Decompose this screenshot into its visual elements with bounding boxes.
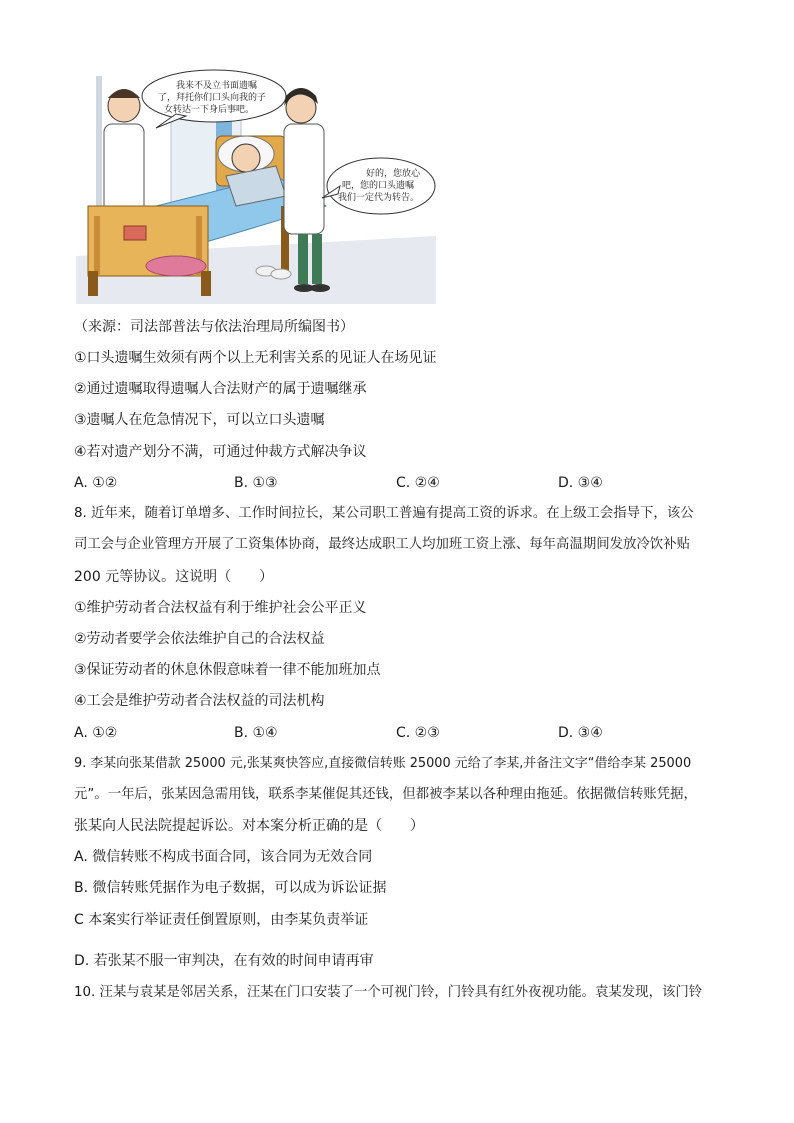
- q7-item-1: ①口头遗嘱生效须有两个以上无利害关系的见证人在场见证: [74, 350, 437, 366]
- q8-option-c: C. ②③: [396, 725, 440, 741]
- q9-choice-d: D. 若张某不服一审判决，在有效的时间申请再审: [74, 953, 374, 969]
- q8-item-1: ①维护劳动者合法权益有利于维护社会公平正义: [74, 600, 367, 616]
- q7-item-2: ②通过遗嘱取得遗嘱人合法财产的属于遗嘱继承: [74, 381, 367, 397]
- hospital-illustration: [76, 66, 436, 304]
- bubble-right-line3: 我们一定代为转告。: [338, 193, 420, 203]
- bubble-left-line2: 了，拜托你们口头向我的子: [158, 93, 267, 103]
- q7-option-d: D. ③④: [558, 475, 603, 491]
- q9-choice-a: A. 微信转账不构成书面合同，该合同为无效合同: [74, 849, 373, 865]
- q7-option-a: A. ①②: [74, 475, 118, 491]
- slipper: [271, 269, 291, 279]
- q7-option-c: C. ②④: [396, 475, 440, 491]
- q7-item-4: ④若对遗产划分不满，可通过仲裁方式解决争议: [74, 444, 367, 460]
- bubble-left-line1: 我来不及立书面遗嘱: [176, 81, 258, 91]
- bubble-right-line1: 好的，您放心: [366, 169, 421, 179]
- q7-option-b: B. ①③: [234, 475, 278, 491]
- q8-option-a: A. ①②: [74, 725, 118, 741]
- q8-option-d: D. ③④: [558, 725, 603, 741]
- q8-item-3: ③保证劳动者的休息休假意味着一律不能加班加点: [74, 662, 381, 678]
- bubble-left-line3: 女转达一下身后事吧。: [164, 105, 255, 115]
- q8-stem-line2: 司工会与企业管理方开展了工资集体协商，最终达成职工人均加班工资上涨、每年高温期间发放冷饮补贴: [74, 537, 690, 552]
- q9-stem-line2: 元”。一年后，张某因急需用钱，联系李某催促其还钱，但都被李某以各种理由拖延。依据微信转账凭据，: [74, 787, 697, 802]
- q8-item-4: ④工会是维护劳动者合法权益的司法机构: [74, 693, 325, 709]
- q8-item-2: ②劳动者要学会依法维护自己的合法权益: [74, 631, 325, 647]
- q9-choice-c: C 本案实行举证责任倒置原则，由李某负责举证: [74, 912, 369, 928]
- bubble-right-line2: 吧，您的口头遗嘱: [342, 181, 415, 191]
- q9-stem-line3: 张某向人民法院提起诉讼。对本案分析正确的是（ ）: [74, 818, 424, 834]
- q9-stem-line1: 9. 李某向张某借款 25000 元,张某爽快答应,直接微信转账 25000 元给了李某,并备注文字“借给李某 25000: [74, 756, 692, 771]
- q8-stem-line3: 200 元等协议。这说明（ ）: [74, 569, 274, 585]
- basin: [146, 256, 206, 276]
- q8-stem-line1: 8. 近年来，随着订单增多、工作时间拉长，某公司职工普遍有提高工资的诉求。在上级工会指导下，该公: [74, 506, 694, 521]
- q8-option-b: B. ①④: [234, 725, 278, 741]
- q7-item-3: ③遗嘱人在危急情况下，可以立口头遗嘱: [74, 412, 325, 428]
- q9-choice-b: B. 微信转账凭据作为电子数据，可以成为诉讼证据: [74, 880, 387, 896]
- q10-stem-line1: 10. 汪某与袁某是邻居关系，汪某在门口安装了一个可视门铃，门铃具有红外夜视功能。袁某发现，该门铃: [74, 985, 703, 1000]
- image-source: （来源：司法部普法与依法治理局所编图书）: [74, 319, 354, 335]
